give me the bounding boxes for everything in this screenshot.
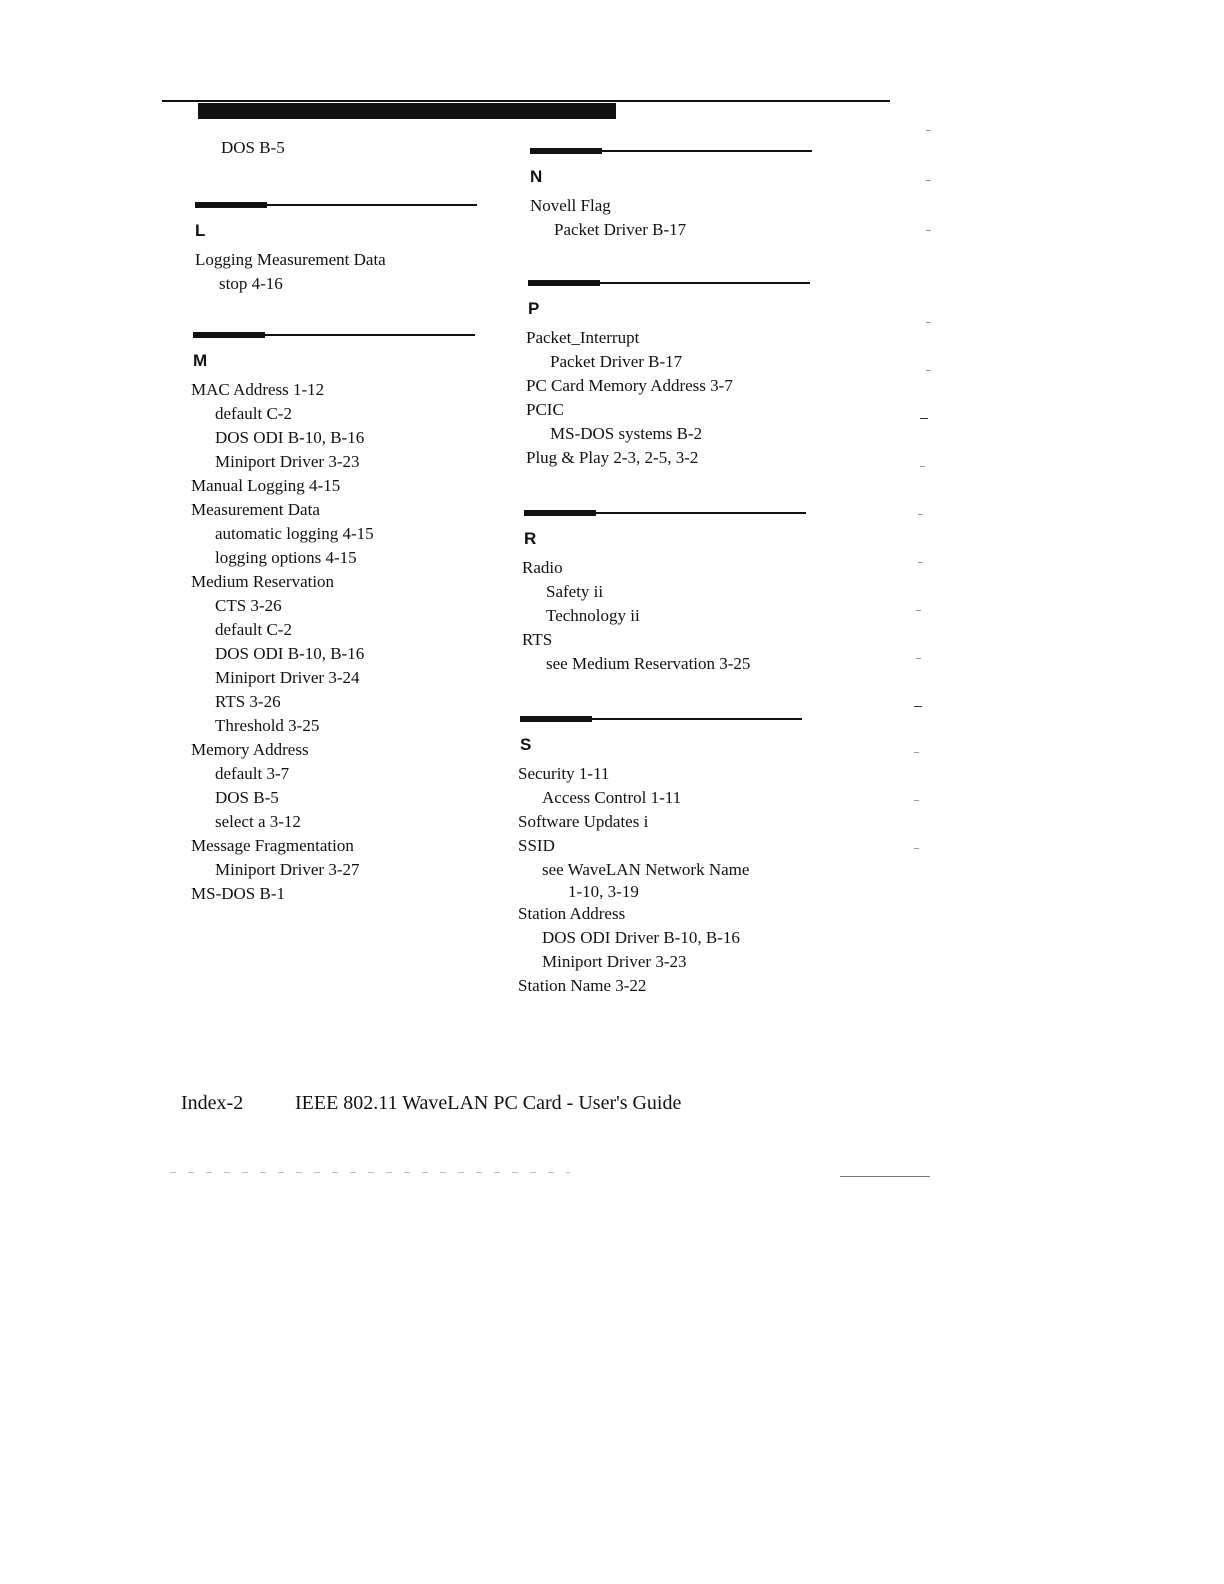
index-entry: default C-2 [215,404,292,423]
section-letter: L [195,221,206,240]
section-letter: N [530,167,543,186]
index-entry: Access Control 1-11 [542,788,682,807]
index-entry: see Medium Reservation 3-25 [546,654,751,673]
index-entry: DOS ODI B-10, B-16 [215,644,365,663]
index-column-left [185,136,485,906]
index-entry: Technology ii [546,606,640,625]
header-rule [162,100,890,102]
index-entry: Station Address [518,904,626,923]
scan-speck [926,230,931,231]
section-entries [518,762,816,998]
index-section-l [185,202,485,296]
scan-speck [918,562,923,563]
index-entry: Miniport Driver 3-23 [215,452,360,471]
section-rule [520,716,802,724]
section-rule [530,148,812,156]
scan-speck [920,418,928,419]
section-rule [528,280,810,288]
scan-speck [926,180,931,181]
index-entry: Security 1-11 [518,764,610,783]
index-entry: DOS B-5 [221,138,285,157]
scan-dots [170,1172,570,1173]
index-entry: Packet Driver B-17 [554,220,687,239]
index-entry: CTS 3-26 [215,596,282,615]
document-title: IEEE 802.11 WaveLAN PC Card - User's Guide [295,1092,682,1114]
scan-speck [926,130,931,131]
section-entries [526,326,816,470]
index-entry: 1-10, 3-19 [568,882,639,901]
index-entry: PCIC [526,400,564,419]
index-entry: automatic logging 4-15 [215,524,374,543]
scan-speck [926,322,931,323]
index-section-s [516,716,816,998]
index-entry: RTS 3-26 [215,692,281,711]
index-entry: DOS ODI Driver B-10, B-16 [542,928,740,947]
index-entry: Logging Measurement Data [195,250,386,269]
scan-speck [918,514,923,515]
section-letter: R [524,529,537,548]
index-entry: logging options 4-15 [215,548,357,567]
section-letter: P [528,299,540,318]
index-entry: Safety ii [546,582,604,601]
section-letter: S [520,735,532,754]
index-entry: default 3-7 [215,764,290,783]
index-section-p [516,280,816,470]
index-entry: Miniport Driver 3-27 [215,860,360,879]
index-entry: Station Name 3-22 [518,976,647,995]
index-section-r [516,510,816,676]
index-section-m [185,332,485,906]
page-footer [181,1092,681,1115]
scan-speck [920,466,925,467]
index-entry: Radio [522,558,563,577]
page-number: Index-2 [181,1092,244,1114]
index-entry: default C-2 [215,620,292,639]
section-entries [522,556,816,676]
index-entry: Memory Address [191,740,309,759]
scan-dash [840,1176,930,1177]
section-entries [530,194,816,242]
index-entry: Manual Logging 4-15 [191,476,341,495]
section-letter: M [193,351,208,370]
section-entries [195,248,485,296]
index-section-n [516,148,816,242]
scan-speck [914,706,922,707]
index-column-right [516,136,816,998]
index-entry: MAC Address 1-12 [191,380,325,399]
index-entry: Message Fragmentation [191,836,354,855]
index-entry: MS-DOS B-1 [191,884,285,903]
index-entry: Medium Reservation [191,572,335,591]
index-entry: Measurement Data [191,500,320,519]
index-entry: Miniport Driver 3-24 [215,668,360,687]
index-entry: Software Updates i [518,812,649,831]
index-entry: SSID [518,836,555,855]
section-rule [195,202,477,210]
scan-speck [914,848,919,849]
index-entry: stop 4-16 [219,274,283,293]
index-entry: see WaveLAN Network Name [542,860,750,879]
section-rule [524,510,806,518]
scan-speck [916,658,921,659]
section-rule [193,332,475,340]
index-entry: Plug & Play 2-3, 2-5, 3-2 [526,448,699,467]
index-entry: RTS [522,630,553,649]
section-entries [191,378,485,906]
scan-speck [914,752,919,753]
scan-speck [914,800,919,801]
index-entry: Packet Driver B-17 [550,352,683,371]
index-entry: Miniport Driver 3-23 [542,952,687,971]
header-bar [198,103,616,119]
scan-speck [916,610,921,611]
index-entry: DOS ODI B-10, B-16 [215,428,365,447]
index-entry: Threshold 3-25 [215,716,320,735]
index-entry: Novell Flag [530,196,611,215]
index-entry: MS-DOS systems B-2 [550,424,703,443]
scan-speck [926,370,931,371]
index-entry: DOS B-5 [215,788,279,807]
index-entry: select a 3-12 [215,812,301,831]
index-entry: Packet_Interrupt [526,328,640,347]
index-entry: PC Card Memory Address 3-7 [526,376,733,395]
